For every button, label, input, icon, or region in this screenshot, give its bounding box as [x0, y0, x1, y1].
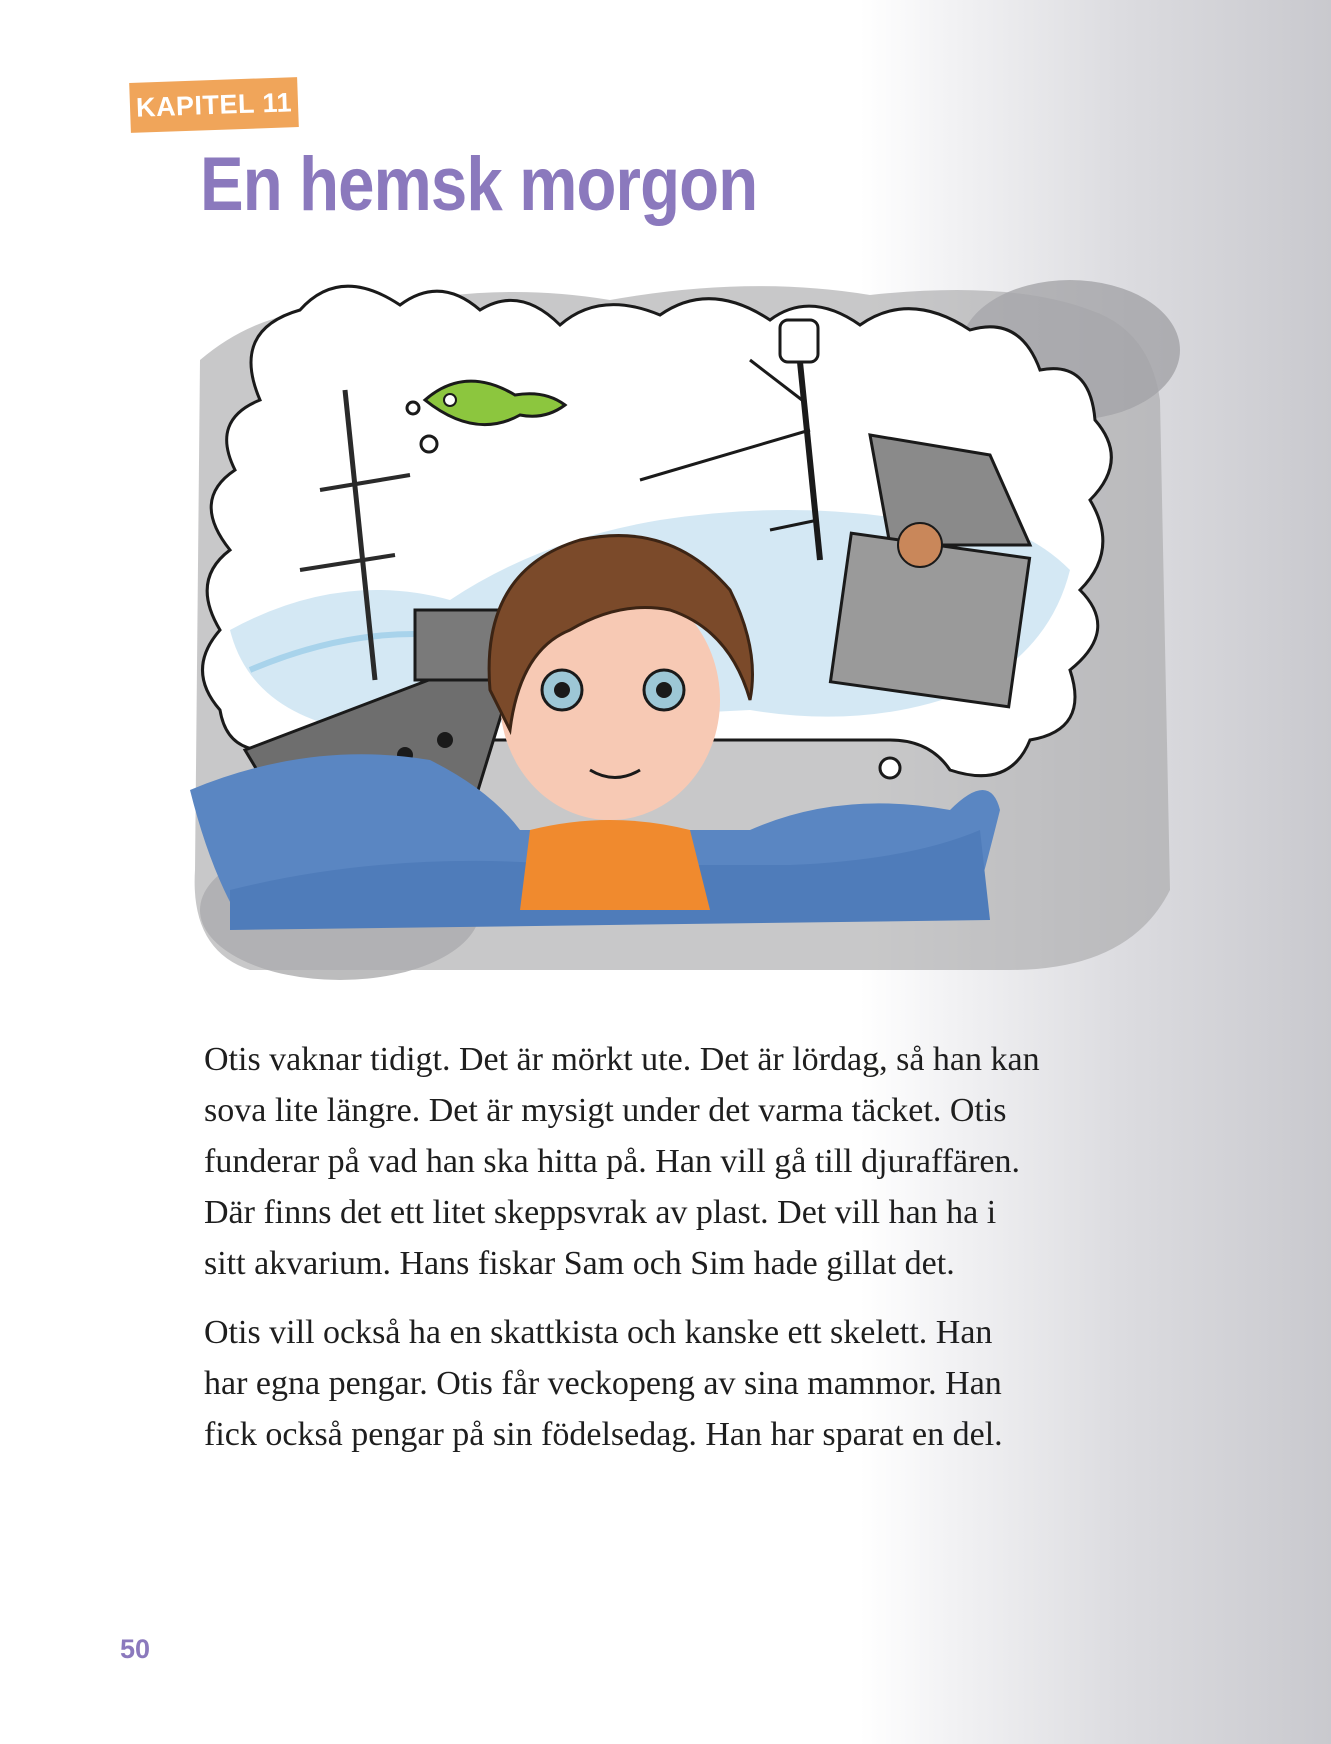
paragraph: Otis vaknar tidigt. Det är mörkt ute. Det är lördag, så han kan sova lite längre. Det är mysigt under det varma täcket. Otis funderar på vad han ska hitta på. Han vill gå till djuraffären. Där finns det ett litet skeppsvrak av plast. Det vill han ha i sitt akvarium. Hans fiskar Sam och Sim hade gillat det. [204, 1041, 1040, 1282]
chapter-tag: KAPITEL 11 [129, 77, 299, 133]
paragraph: Otis vill också ha en skattkista och kanske ett skelett. Han har egna pengar. Otis får veckopeng av sina mammor. Han fick också pengar på sin födelsedag. Han har sparat en del. [204, 1314, 1003, 1453]
body-text [204, 1034, 1044, 1478]
chapter-title: En hemsk morgon [200, 142, 758, 227]
dream-illustration [190, 270, 1180, 990]
page-number: 50 [120, 1634, 151, 1664]
